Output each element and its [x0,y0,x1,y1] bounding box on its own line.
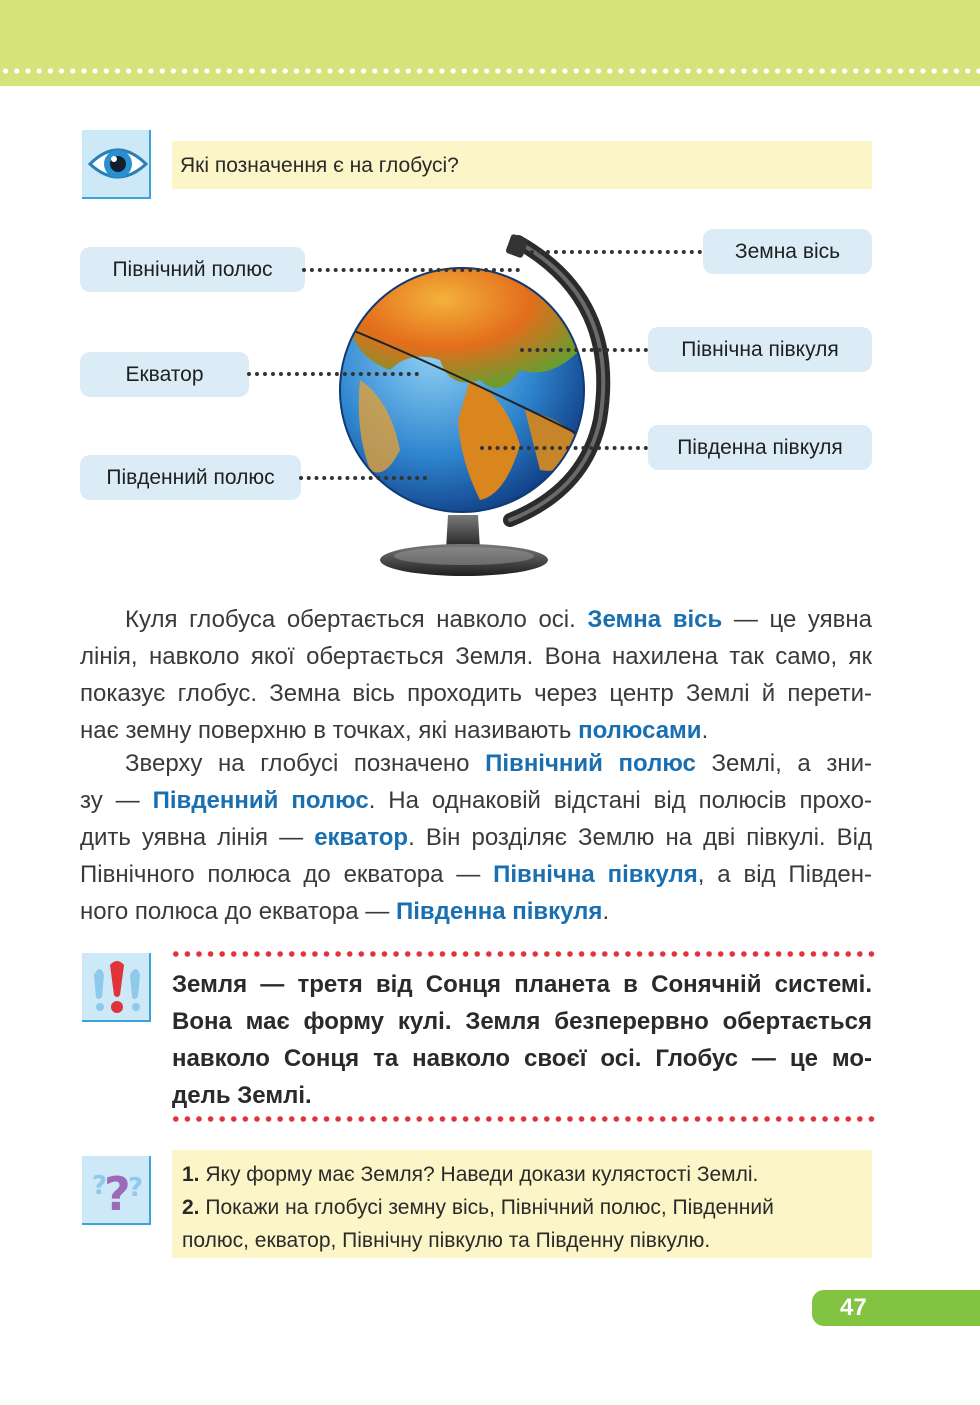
fact-line: дель Землі. [172,1082,312,1109]
fact-line: Вона має форму кулі. Земля безперервно обертається [172,1008,872,1035]
globe-icon [330,230,620,585]
paragraph-poles-equator [80,745,872,930]
task-2 [182,1196,774,1220]
task-text: Яку форму має Земля? Наведи докази кулястості Землі. [205,1163,759,1186]
leader-equator [247,372,419,376]
task-text: Покажи на глобусі земну вісь, Північний полюс, Південний [205,1196,774,1219]
text-run: Куля глобуса обертається навколо осі. [125,606,576,633]
text-run: Зверху на глобусі позначено [125,750,470,777]
fact-line: Земля — третя від Сонця планета в Сонячній системі. [172,971,872,998]
paragraph-line [80,712,872,749]
paragraph-line: показує глобус. Земна вісь проходить через центр Землі й перети- [80,680,872,707]
text-run: — це уявна [733,606,873,633]
term-earth-axis: Земна вісь [587,606,723,633]
term-southern-hemisphere: Південна півкуля [395,898,603,925]
term-poles: полюсами [578,717,702,744]
leader-south-pole [299,476,427,480]
paragraph-line [80,745,872,782]
leader-north-pole [302,268,520,272]
label-axis: Земна вісь [703,229,872,274]
leader-axis [522,250,702,254]
question-icon [80,1154,152,1226]
text-run: дить уявна лінія — [80,824,304,851]
task-number: 1. [182,1163,200,1186]
paragraph-line [80,819,872,856]
leader-southern-hemisphere [480,446,648,450]
header-dots-divider [0,68,980,74]
text-run: Землі, а зни- [711,750,872,777]
text-run: Північного полюса до екватора — [80,861,481,888]
paragraph-line [80,893,872,930]
label-equator: Екватор [80,352,249,397]
leader-northern-hemisphere [520,348,648,352]
svg-text:?: ? [128,1173,144,1203]
question-text: Які позначення є на глобусі? [180,154,459,177]
label-south-pole: Південний полюс [80,455,301,500]
term-equator: екватор [314,824,409,851]
page-number: 47 [840,1294,867,1321]
term-south-pole: Південний полюс [152,787,369,814]
label-northern-hemisphere: Північна півкуля [648,327,872,372]
paragraph-line [80,782,872,819]
task-2-continuation: полюс, екватор, Північну півкулю та Південну півкулю. [182,1229,711,1252]
term-northern-hemisphere: Північна півкуля [493,861,698,888]
svg-text:?: ? [92,1171,108,1201]
paragraph-line [80,856,872,893]
task-1 [182,1163,758,1187]
text-run: . Він розділяє Землю на дві півкулі. Від [408,824,873,851]
paragraph-line: лінія, навколо якої обертається Земля. Вона нахилена так само, як [80,643,872,670]
fact-line: навколо Сонця та навколо своєї осі. Глобус — це мо- [172,1045,872,1072]
text-run: , а від Півден- [697,861,873,888]
text-run: зу — [80,787,140,814]
exclamation-icon [80,951,152,1023]
term-north-pole: Північний полюс [485,750,696,777]
text-run: . [701,717,709,744]
text-run: . На однаковій відстані від полюсів прохо- [368,787,872,814]
fact-top-divider [170,951,875,957]
svg-text:?: ? [104,1167,131,1221]
fact-bottom-divider [170,1116,875,1122]
page-number-tab [812,1290,980,1326]
paragraph-globe-axis [80,601,872,749]
eye-icon [80,128,152,200]
label-north-pole: Північний полюс [80,247,305,292]
task-number: 2. [182,1196,200,1219]
text-run: . [602,898,610,925]
text-run: ного полюса до екватора — [80,898,390,925]
text-run: нає земну поверхню в точках, які називають [80,717,572,744]
fact-text [172,966,872,1114]
paragraph-line [80,601,872,638]
label-southern-hemisphere: Південна півкуля [648,425,872,470]
